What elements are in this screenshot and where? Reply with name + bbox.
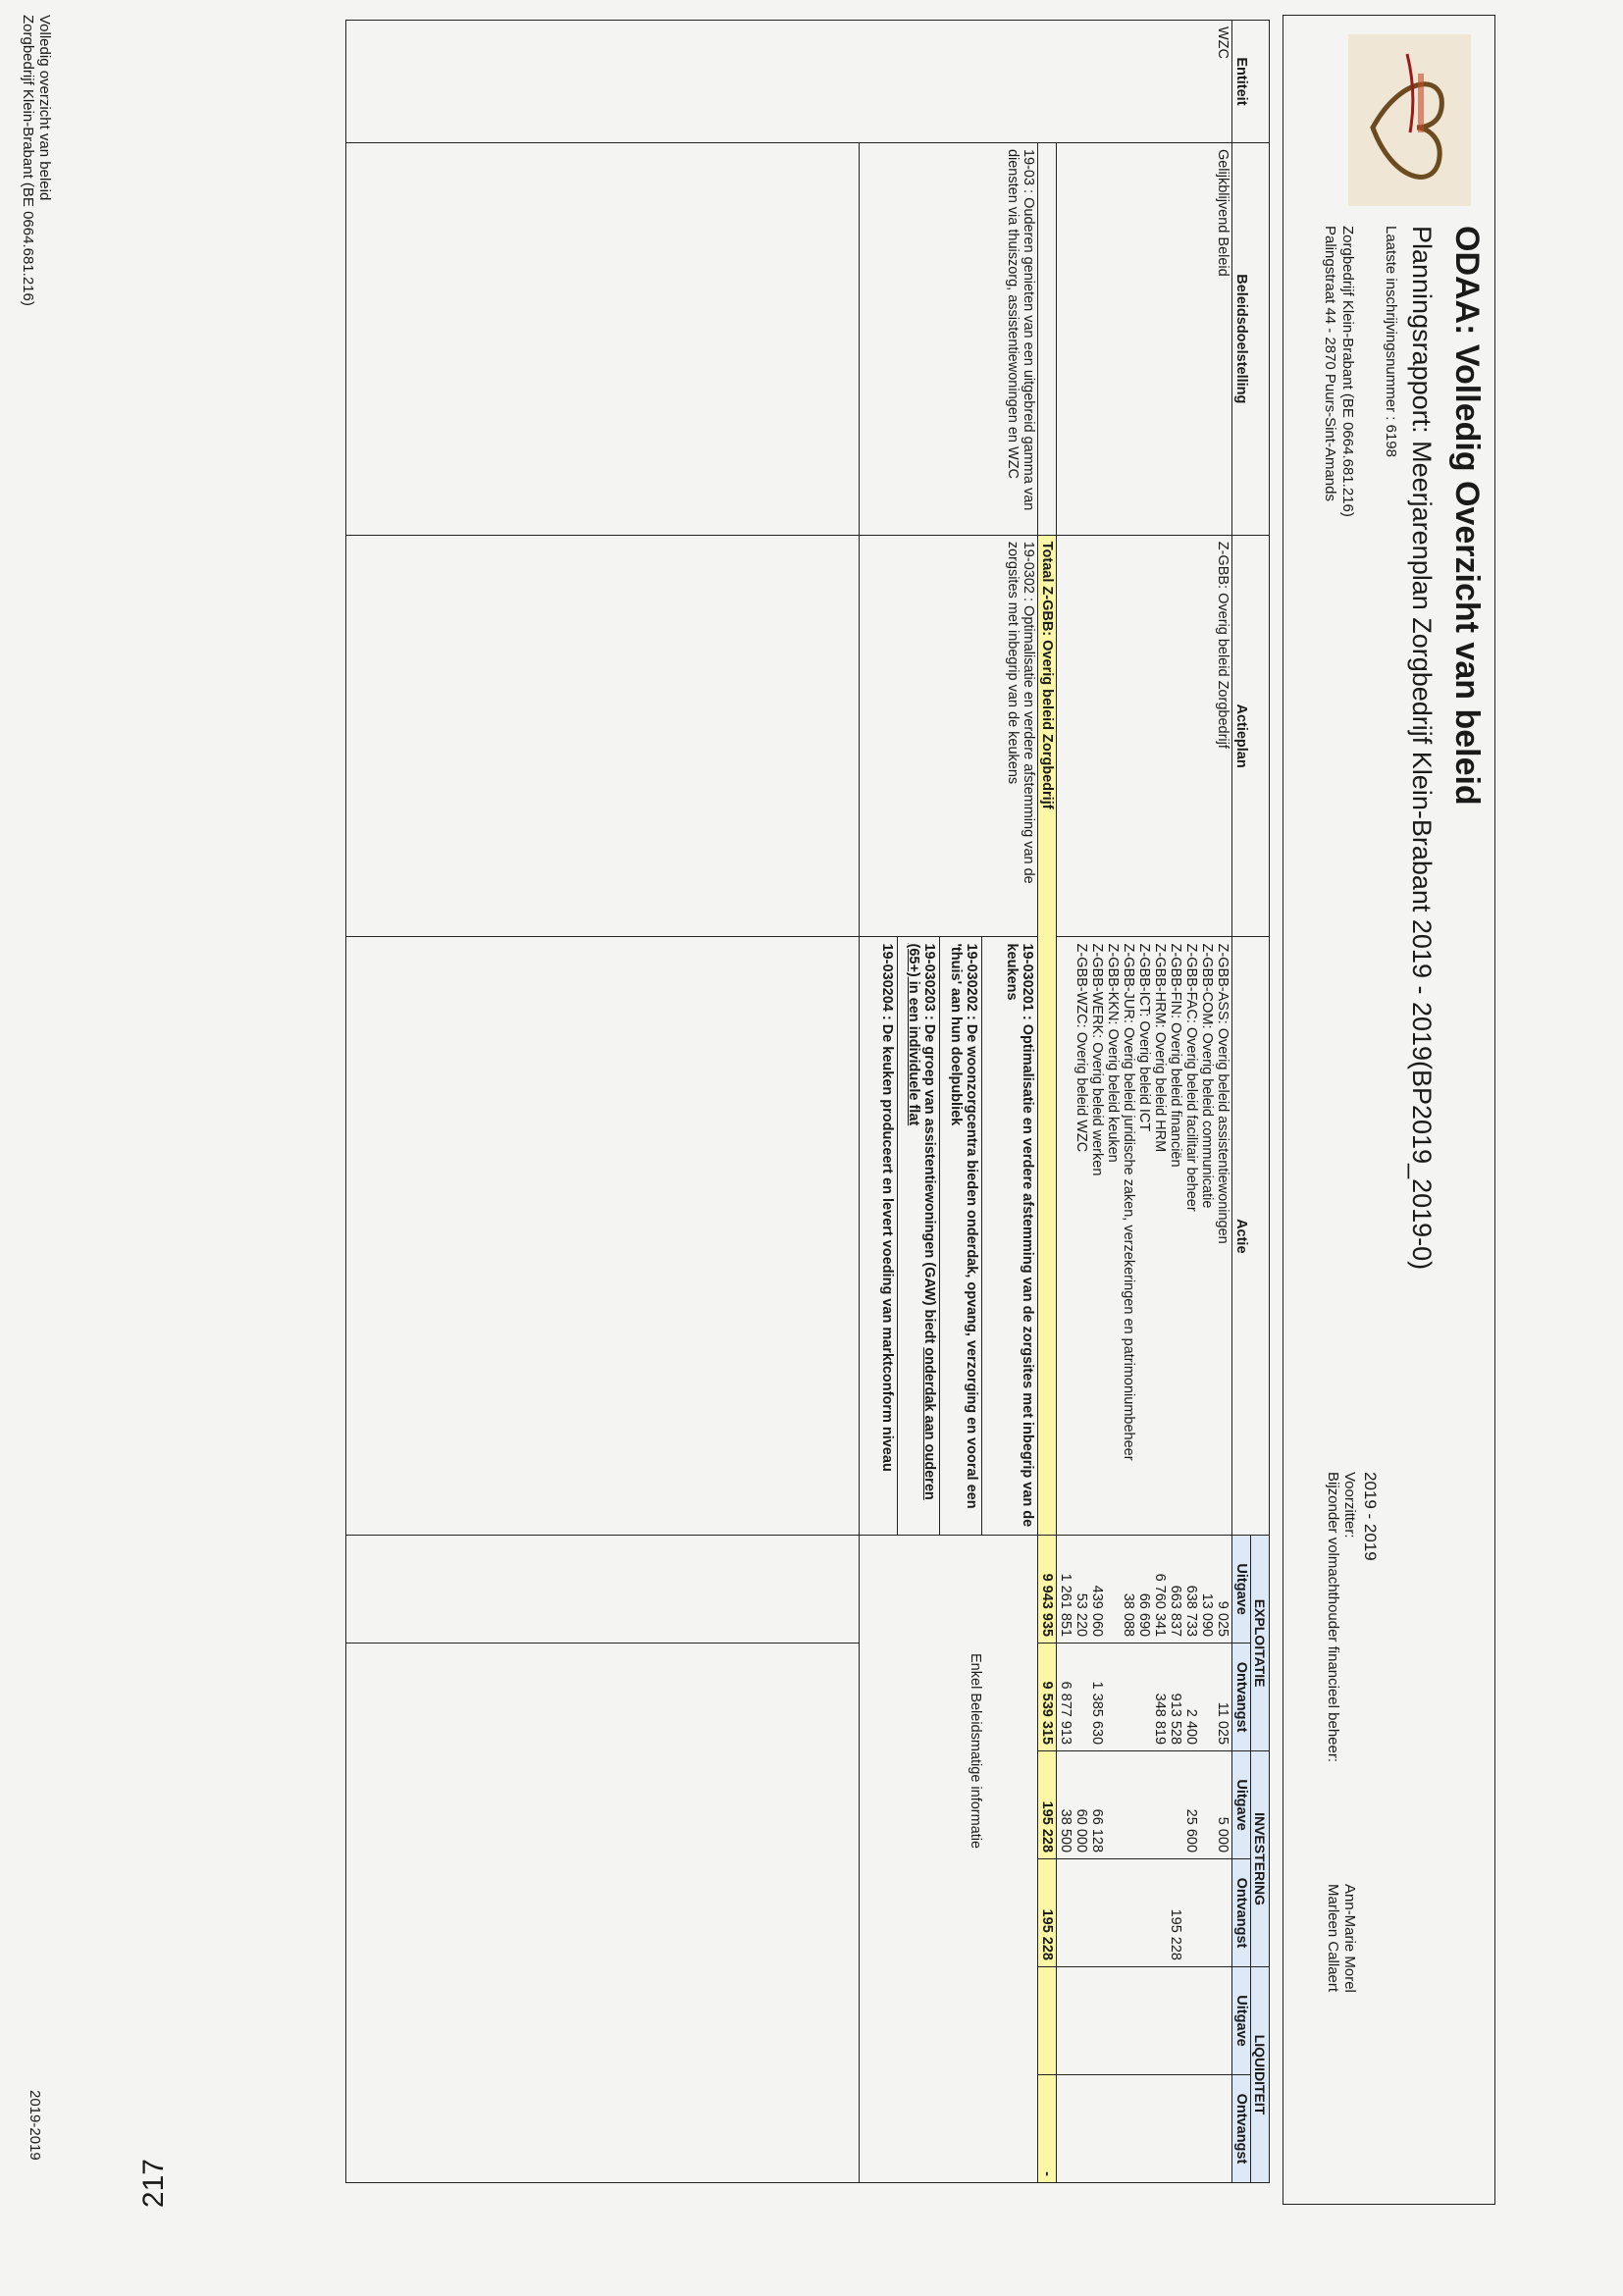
value: 9 025 <box>1215 1600 1230 1638</box>
page-number: 217 <box>137 2159 170 2209</box>
note-cell <box>860 1536 1038 2183</box>
period: 2019 - 2019 <box>1361 1472 1380 1561</box>
value: 1 261 851 <box>1058 1573 1073 1638</box>
actie-item: 19-030201 : Optimalisatie en verdere afstemming van de zorgsites met inbegrip van de keukens <box>981 937 1037 1535</box>
band-exploitatie: EXPLOITATIE <box>1251 1536 1270 1751</box>
value: 2 400 <box>1183 1708 1199 1746</box>
total-row <box>1038 21 1057 2183</box>
organization-address: Palingstraat 44 - 2870 Puurs-Sint-Amands <box>1322 226 1338 501</box>
table-band-row <box>1251 21 1270 2183</box>
subheader-ontvangst: Ontvangst <box>1232 2074 1251 2182</box>
total-label: Totaal Z-GBB: Overig beleid Zorgbedrijf <box>1038 535 1057 1535</box>
footer-left-line1: Volledig overzicht van beleid <box>36 15 53 201</box>
col-header-entiteit: Entiteit <box>1232 21 1270 143</box>
empty-cell <box>346 142 860 535</box>
table-row-empty <box>346 21 860 2183</box>
empty-cell <box>346 1644 860 2183</box>
col-header-actieplan: Actieplan <box>1232 535 1270 937</box>
col-header-beleidsdoelstelling: Beleidsdoelstelling <box>1232 142 1270 535</box>
liquiditeit-ontvangst-cell <box>1057 2074 1232 2182</box>
value: 195 228 <box>1168 1908 1183 1960</box>
total-exploitatie-ontvangst: 9 539 315 <box>1038 1644 1057 1751</box>
report-title: ODAA: Volledig Overzicht van beleid <box>1448 226 1486 806</box>
underlined-text: onderdak aan ouderen (65+) in een individuele flat <box>906 943 937 1500</box>
value: 638 733 <box>1183 1585 1199 1638</box>
footer-left-line2: Zorgbedrijf Klein-Brabant (BE 0664.681.216) <box>20 15 36 306</box>
logo-heart-icon <box>1348 34 1471 206</box>
value <box>1152 1757 1168 1852</box>
total-liquiditeit-ontvangst: - <box>1038 2074 1057 2182</box>
empty-cell <box>346 535 860 937</box>
exploitatie-uitgave-cell <box>1057 1536 1232 1644</box>
value <box>1199 1649 1215 1745</box>
chair-label: Voorzitter: <box>1341 1472 1358 1539</box>
beleidsmatige-note: Enkel Beleidsmatige informatie <box>968 1653 983 1850</box>
col-header-actie: Actie <box>1232 937 1270 1536</box>
value: 25 600 <box>1183 1808 1199 1853</box>
entity-cell: WZC <box>346 21 1232 143</box>
exploitatie-ontvangst-cell <box>1057 1644 1232 1751</box>
actie-line: Z-GBB-ICT: Overig beleid ICT <box>1136 943 1152 1132</box>
report-subtitle: Planningsrapport: Meerjarenplan Zorgbedrijf Klein-Brabant 2019 - 2019(BP2019_2019-0) <box>1407 226 1437 1271</box>
value: 913 528 <box>1168 1693 1183 1746</box>
actie-line: Z-GBB-WZC: Overig beleid WZC <box>1073 943 1089 1153</box>
total-exploitatie-uitgave: 9 943 935 <box>1038 1536 1057 1644</box>
investering-ontvangst-cell <box>1057 1859 1232 1967</box>
actie-line: Z-GBB-JUR: Overig beleid juridische zaken, verzekeringen en patrimoniumbeheer <box>1121 943 1136 1461</box>
organization-logo <box>1348 34 1471 206</box>
actie-line: Z-GBB-COM: Overig beleid communicatie <box>1199 943 1215 1209</box>
value <box>1183 1865 1199 1960</box>
band-liquiditeit: LIQUIDITEIT <box>1251 1966 1270 2182</box>
actie-item: 19-030202 : De woonzorgcentra bieden onderdak, opvang, verzorging en vooral een 'thuis' aan hun doelpubliek <box>939 937 981 1535</box>
registration-number: Laatste inschrijvingsnummer : 6198 <box>1383 226 1399 457</box>
organization-name: Zorgbedrijf Klein-Brabant (BE 0664.681.216) <box>1339 226 1356 517</box>
actie-line: Z-GBB-FIN: Overig beleid financiën <box>1168 943 1183 1168</box>
value <box>1199 1757 1215 1852</box>
liquiditeit-uitgave-cell <box>1057 1966 1232 2074</box>
investering-uitgave-cell <box>1057 1751 1232 1859</box>
subheader-ontvangst: Ontvangst <box>1232 1859 1251 1967</box>
actie-item: 19-030203 : De groep van assistentiewoningen (GAW) biedt onderdak aan ouderen (65+) in een individuele flat <box>897 937 939 1535</box>
subheader-ontvangst: Ontvangst <box>1232 1644 1251 1751</box>
value: 38 088 <box>1121 1592 1136 1638</box>
table-row-block-1 <box>1057 21 1232 2183</box>
actie-line: Z-GBB-KKN: Overig beleid keuken <box>1105 943 1121 1163</box>
empty-cell <box>346 1536 860 1644</box>
actie-item: 19-030204 : De keuken produceert en levert voeding van marktconform niveau <box>879 943 895 1472</box>
value: 1 385 630 <box>1089 1681 1105 1746</box>
actie-list-cell <box>1057 937 1232 1536</box>
value <box>1136 1757 1152 1852</box>
value <box>1136 1649 1152 1745</box>
value: 66 128 <box>1089 1808 1105 1853</box>
subheader-uitgave: Uitgave <box>1232 1751 1251 1859</box>
value <box>1105 1649 1136 1745</box>
actieplan-cell-1: Z-GBB: Overig beleid Zorgbedrijf <box>1057 535 1232 937</box>
value: 663 837 <box>1168 1585 1183 1638</box>
value <box>1073 1649 1089 1745</box>
value: 6 760 341 <box>1152 1573 1168 1638</box>
finance-name: Marleen Callaert <box>1325 1884 1341 1993</box>
band-investering: INVESTERING <box>1251 1751 1270 1967</box>
actie-line: Z-GBB-ASS: Overig beleid assistentiewoningen <box>1215 943 1230 1244</box>
table-row-block-2 <box>860 21 1038 2183</box>
finance-label: Bijzonder volmachthouder financieel beheer: <box>1325 1472 1341 1763</box>
empty-cell <box>346 937 860 1536</box>
footer-page-year: 2019-2019 <box>26 2090 43 2161</box>
policy-overview-table <box>345 20 1270 2183</box>
value: 6 877 913 <box>1058 1681 1073 1746</box>
actie-line: Z-GBB-HRM: Overig beleid HRM <box>1152 943 1168 1153</box>
total-investering-ontvangst: 195 228 <box>1038 1859 1057 1967</box>
beleid-cell-2: 19-03 : Ouderen genieten van een uitgebreid gamma van diensten via thuiszorg, assistentiewoningen en WZC <box>860 142 1038 535</box>
value: 5 000 <box>1215 1816 1230 1853</box>
value: 53 220 <box>1073 1592 1089 1638</box>
value <box>1168 1757 1183 1852</box>
actie-line: Z-GBB-FAC: Overig beleid facilitair beheer <box>1183 943 1199 1212</box>
value <box>1105 1757 1136 1852</box>
value: 439 060 <box>1089 1585 1105 1638</box>
value <box>1199 1865 1215 1960</box>
subheader-uitgave: Uitgave <box>1232 1536 1251 1644</box>
value: 38 500 <box>1058 1808 1073 1853</box>
empty-cell <box>1038 142 1057 535</box>
total-liquiditeit-uitgave <box>1038 1966 1057 2074</box>
value: 66 690 <box>1136 1592 1152 1638</box>
value: 11 025 <box>1215 1701 1230 1746</box>
total-investering-uitgave: 195 228 <box>1038 1751 1057 1859</box>
subheader-uitgave: Uitgave <box>1232 1966 1251 2074</box>
beleid-cell-1: Gelijkblijvend Beleid <box>1057 142 1232 535</box>
value: 13 090 <box>1199 1592 1215 1638</box>
chair-name: Ann-Marie Morel <box>1341 1884 1358 1993</box>
value <box>1215 1865 1230 1960</box>
actieplan-cell-2: 19-0302 : Optimalisatie en verdere afstemming van de zorgsites met inbegrip van de keukens <box>860 535 1038 937</box>
value: 348 819 <box>1152 1693 1168 1746</box>
actie-line: Z-GBB-WERK: Overig beleid werken <box>1089 943 1105 1176</box>
actie-cell-2 <box>860 937 1038 1536</box>
value: 60 000 <box>1073 1808 1089 1853</box>
